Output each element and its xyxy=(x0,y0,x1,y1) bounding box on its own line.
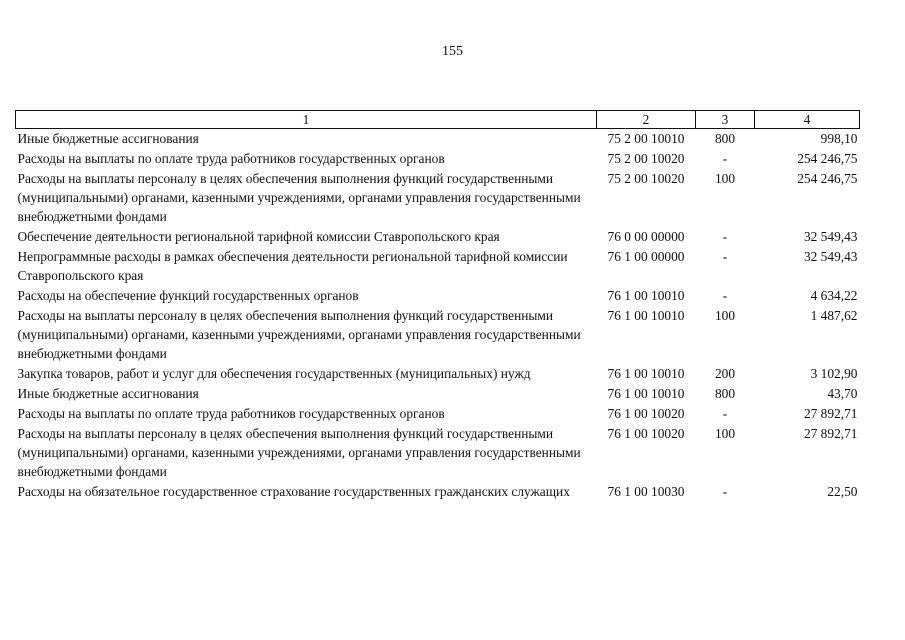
row-amount: 998,10 xyxy=(820,131,858,146)
row-code: 75 2 00 10020 xyxy=(607,171,685,186)
row-amount: 4 634,22 xyxy=(810,288,858,303)
table-row xyxy=(16,149,860,169)
row-amount: 1 487,62 xyxy=(810,308,858,323)
row-name: Иные бюджетные ассигнования xyxy=(17,386,199,401)
header-col-2: 2 xyxy=(597,111,696,129)
row-expense-type: - xyxy=(722,229,728,244)
row-expense-type: 800 xyxy=(714,386,736,401)
row-code: 76 1 00 10010 xyxy=(607,386,685,401)
row-code: 76 0 00 00000 xyxy=(607,229,685,244)
row-name: Непрограммные расходы в рамках обеспечения деятельности региональной тарифной комиссии Ставропольского края xyxy=(17,249,568,283)
table-row xyxy=(16,384,860,404)
row-code: 76 1 00 10020 xyxy=(607,406,685,421)
row-name: Иные бюджетные ассигнования xyxy=(17,131,199,146)
header-col-4: 4 xyxy=(755,111,860,129)
row-name: Расходы на выплаты по оплате труда работников государственных органов xyxy=(17,406,445,421)
row-expense-type: 200 xyxy=(714,366,736,381)
row-expense-type: - xyxy=(722,249,728,264)
row-expense-type: - xyxy=(722,484,728,499)
row-amount: 27 892,71 xyxy=(803,426,858,441)
page-number: 155 xyxy=(442,44,463,59)
row-code: 76 1 00 10020 xyxy=(607,426,685,441)
row-code: 76 1 00 10030 xyxy=(607,484,685,499)
row-expense-type: 100 xyxy=(714,426,736,441)
row-amount: 43,70 xyxy=(827,386,858,401)
row-amount: 22,50 xyxy=(827,484,858,499)
row-expense-type: - xyxy=(722,406,728,421)
row-expense-type: 100 xyxy=(714,171,736,186)
row-name: Обеспечение деятельности региональной тарифной комиссии Ставропольского края xyxy=(17,229,500,244)
row-amount: 254 246,75 xyxy=(797,171,858,186)
table-row xyxy=(16,404,860,424)
row-name: Расходы на выплаты персоналу в целях обеспечения выполнения функций государственными (муниципальными) органами, казенными учреждениями, органами управления государственными внебюджетными фондами xyxy=(17,426,581,479)
row-name: Расходы на выплаты персоналу в целях обеспечения выполнения функций государственными (муниципальными) органами, казенными учреждениями, органами управления государственными внебюджетными фондами xyxy=(17,308,581,361)
row-amount: 27 892,71 xyxy=(803,406,858,421)
row-expense-type: - xyxy=(722,288,728,303)
row-amount: 32 549,43 xyxy=(803,229,858,244)
row-code: 75 2 00 10010 xyxy=(607,131,685,146)
row-name: Расходы на выплаты по оплате труда работников государственных органов xyxy=(17,151,445,166)
row-amount: 3 102,90 xyxy=(810,366,858,381)
row-expense-type: - xyxy=(722,151,728,166)
row-code: 76 1 00 00000 xyxy=(607,249,685,264)
budget-table xyxy=(15,110,860,502)
row-name: Расходы на обязательное государственное страхование государственных гражданских служащих xyxy=(17,484,570,499)
row-expense-type: 800 xyxy=(714,131,736,146)
row-name: Расходы на обеспечение функций государственных органов xyxy=(17,288,359,303)
row-amount: 32 549,43 xyxy=(803,249,858,264)
table-header-row xyxy=(16,111,860,129)
row-expense-type: 100 xyxy=(714,308,736,323)
row-code: 76 1 00 10010 xyxy=(607,288,685,303)
row-code: 75 2 00 10020 xyxy=(607,151,685,166)
table-row xyxy=(16,306,860,364)
row-amount: 254 246,75 xyxy=(797,151,858,166)
table-row xyxy=(16,424,860,482)
table-row xyxy=(16,247,860,286)
table-row xyxy=(16,286,860,306)
table-row xyxy=(16,227,860,247)
row-name: Закупка товаров, работ и услуг для обеспечения государственных (муниципальных) нужд xyxy=(17,366,531,381)
row-name: Расходы на выплаты персоналу в целях обеспечения выполнения функций государственными (муниципальными) органами, казенными учреждениями, органами управления государственными внебюджетными фондами xyxy=(17,171,581,224)
header-col-1: 1 xyxy=(16,111,597,129)
table-row xyxy=(16,169,860,227)
table-row xyxy=(16,364,860,384)
row-code: 76 1 00 10010 xyxy=(607,308,685,323)
row-code: 76 1 00 10010 xyxy=(607,366,685,381)
table-row xyxy=(16,129,860,150)
table-row xyxy=(16,482,860,502)
header-col-3: 3 xyxy=(696,111,755,129)
